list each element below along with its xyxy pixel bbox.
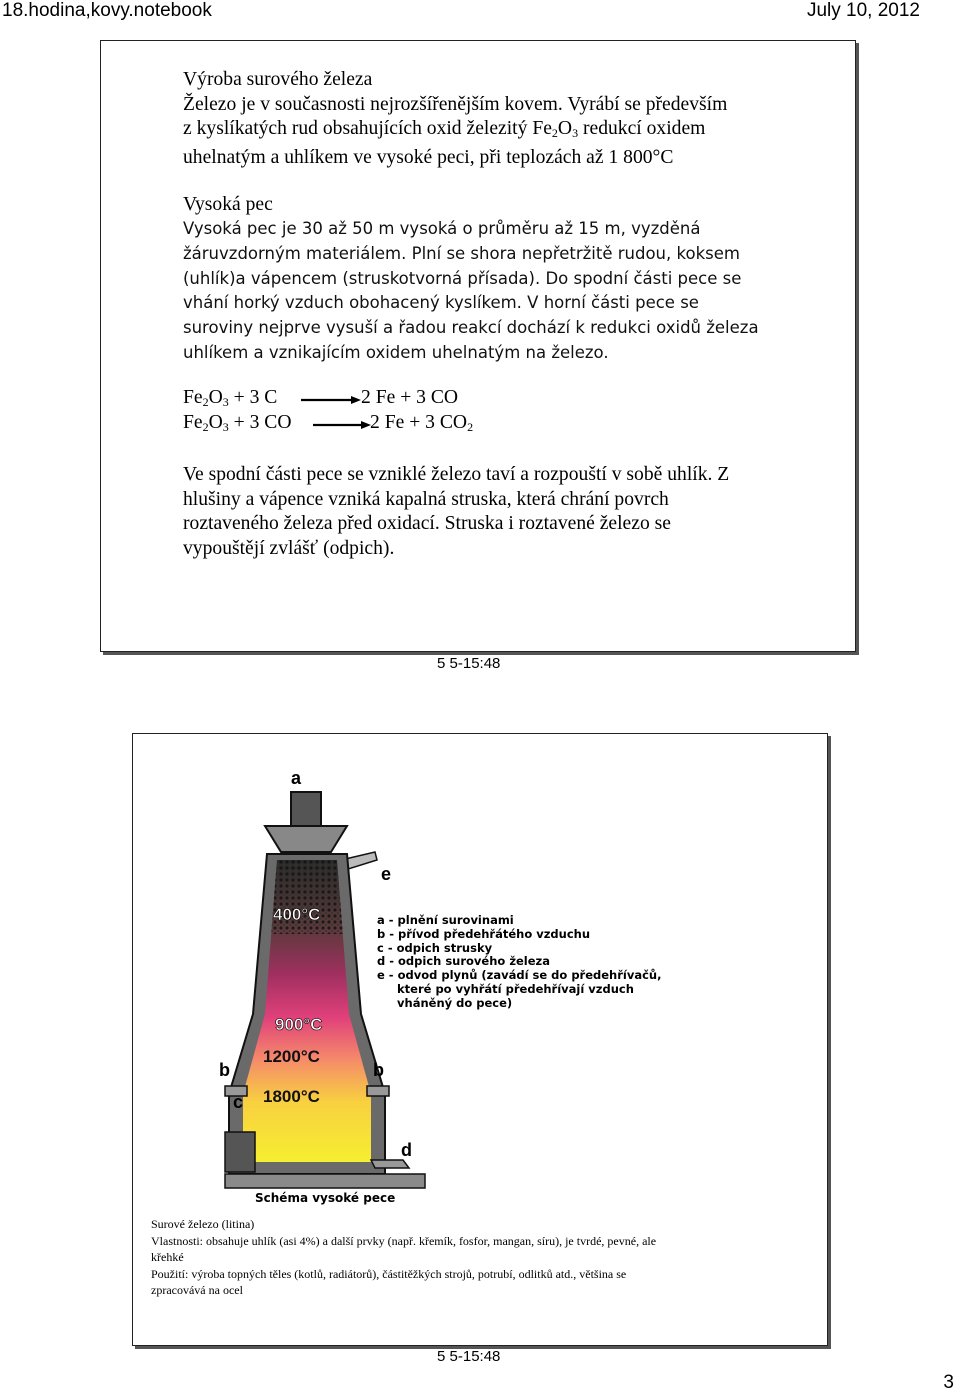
- notes-line: Použití: výroba topných těles (kotlů, radiátorů), částitěžkých strojů, potrubí, odlitků atd., většina se: [151, 1266, 627, 1281]
- legend-item: d - odpich surového železa: [377, 954, 551, 969]
- diagram-caption: Schéma vysoké pece: [255, 1191, 396, 1205]
- notes-line: křehké: [151, 1250, 184, 1265]
- equation-2: $Fe_2O_3 + 3$ CO 2 Fe + 3 $CO_2$: [183, 412, 474, 434]
- pec-heading: Vysoká pec: [183, 194, 273, 215]
- iron-tap: [371, 1160, 409, 1168]
- pec-line: žáruvzdorným materiálem. Plní se shora nepřetržitě rudou, koksem: [183, 243, 740, 263]
- notes-line: Surové železo (litina): [151, 1217, 255, 1231]
- pec-line: (uhlík)a vápencem (struskotvorná přísada). Do spodní části pece se: [183, 268, 742, 288]
- slide-heading: Výroba surového železa: [183, 69, 373, 90]
- pec-line: vhání horký vzduch obohacený kyslíkem. V horní části pece se: [183, 293, 699, 313]
- page-number: 3: [943, 1372, 954, 1393]
- legend-item: c - odpich strusky: [377, 940, 493, 955]
- temp-900: 900°C: [275, 1015, 323, 1034]
- label-a: a: [291, 768, 302, 788]
- intro-line: uhelnatým a uhlíkem ve vysoké peci, při teplozách až 1 800°C: [183, 146, 674, 168]
- notes-line: zpracovává na ocel: [151, 1283, 243, 1298]
- label-b-right: b: [373, 1060, 384, 1080]
- equation-1-products: 2 Fe + 3 CO: [361, 387, 459, 408]
- diagram-legend: [377, 914, 662, 1011]
- temp-1800: 1800°C: [263, 1087, 320, 1106]
- reaction-arrow-icon: [313, 420, 371, 430]
- label-c: c: [233, 1092, 244, 1112]
- legend-item: e - odvod plynů (zavádí se do předehřívačů,: [377, 968, 662, 983]
- notebook-title: 18.hodina,kovy.notebook: [2, 0, 212, 21]
- label-e: e: [381, 864, 392, 884]
- final-line: hlušiny a vápence vzniká kapalná struska, která chrání povrch: [183, 488, 669, 510]
- final-line: vypouštějí zvlášť (odpich).: [183, 537, 395, 559]
- final-line: roztaveného železa před oxidací. Struska i roztavené železo se: [183, 513, 671, 535]
- pec-line: uhlíkem a vznikajícím oxidem uhelnatým na železo.: [183, 342, 609, 362]
- intro-line: Železo je v současnosti nejrozšířenějším kovem. Vyrábí se především: [183, 93, 728, 115]
- pec-line: suroviny nejprve vysuší a řadou reakcí dochází k redukci oxidů železa: [183, 318, 759, 338]
- pec-line: Vysoká pec je 30 až 50 m vysoká o průměru až 15 m, vyzděná: [183, 219, 701, 238]
- reaction-arrow-icon: [301, 395, 361, 405]
- intro-line-formula: z kyslíkatých rud obsahujících oxid železitý $Fe_2O_3$ redukcí oxidem: [183, 118, 706, 141]
- furnace-base: [225, 1174, 425, 1188]
- temp-1200: 1200°C: [263, 1047, 320, 1066]
- label-d: d: [401, 1140, 412, 1160]
- legend-item: a - plnění surovinami: [377, 913, 514, 927]
- slide-blast-furnace-diagram: [132, 733, 828, 1346]
- pec-paragraph: [183, 217, 823, 366]
- label-b-left: b: [219, 1060, 230, 1080]
- legend-item: vháněný do pece): [377, 995, 513, 1010]
- final-paragraph: [183, 463, 823, 561]
- notes-line: Vlastnosti: obsahuje uhlík (asi 4%) a další prvky (např. křemík, fosfor, mangan, síru), je tvrdé, pevné, ale: [151, 1233, 657, 1248]
- notebook-date: July 10, 2012: [806, 0, 920, 21]
- slag-tap: [225, 1132, 255, 1172]
- slide-timestamp: 5 5-15:48: [437, 655, 501, 672]
- temp-400: 400°C: [273, 905, 321, 924]
- equation-2-products: 2 Fe + 3 $CO_2$: [370, 412, 474, 434]
- equation-1: $Fe_2O_3 + 3$ C 2 Fe + 3 CO: [183, 387, 459, 409]
- slide-production-of-iron: [100, 40, 856, 652]
- slide-timestamp: 5 5-15:48: [437, 1348, 501, 1365]
- intro-paragraph: [183, 68, 823, 170]
- tuyere-right: [367, 1086, 389, 1096]
- hopper-funnel: [265, 826, 347, 852]
- cast-iron-notes: [151, 1216, 711, 1299]
- legend-item: b - přívod předehřátého vzduchu: [377, 926, 591, 941]
- legend-item: které po vyhřátí předehřívají vzduch: [377, 981, 634, 996]
- final-line: Ve spodní části pece se vzniklé železo taví a rozpouští v sobě uhlík. Z: [183, 464, 730, 485]
